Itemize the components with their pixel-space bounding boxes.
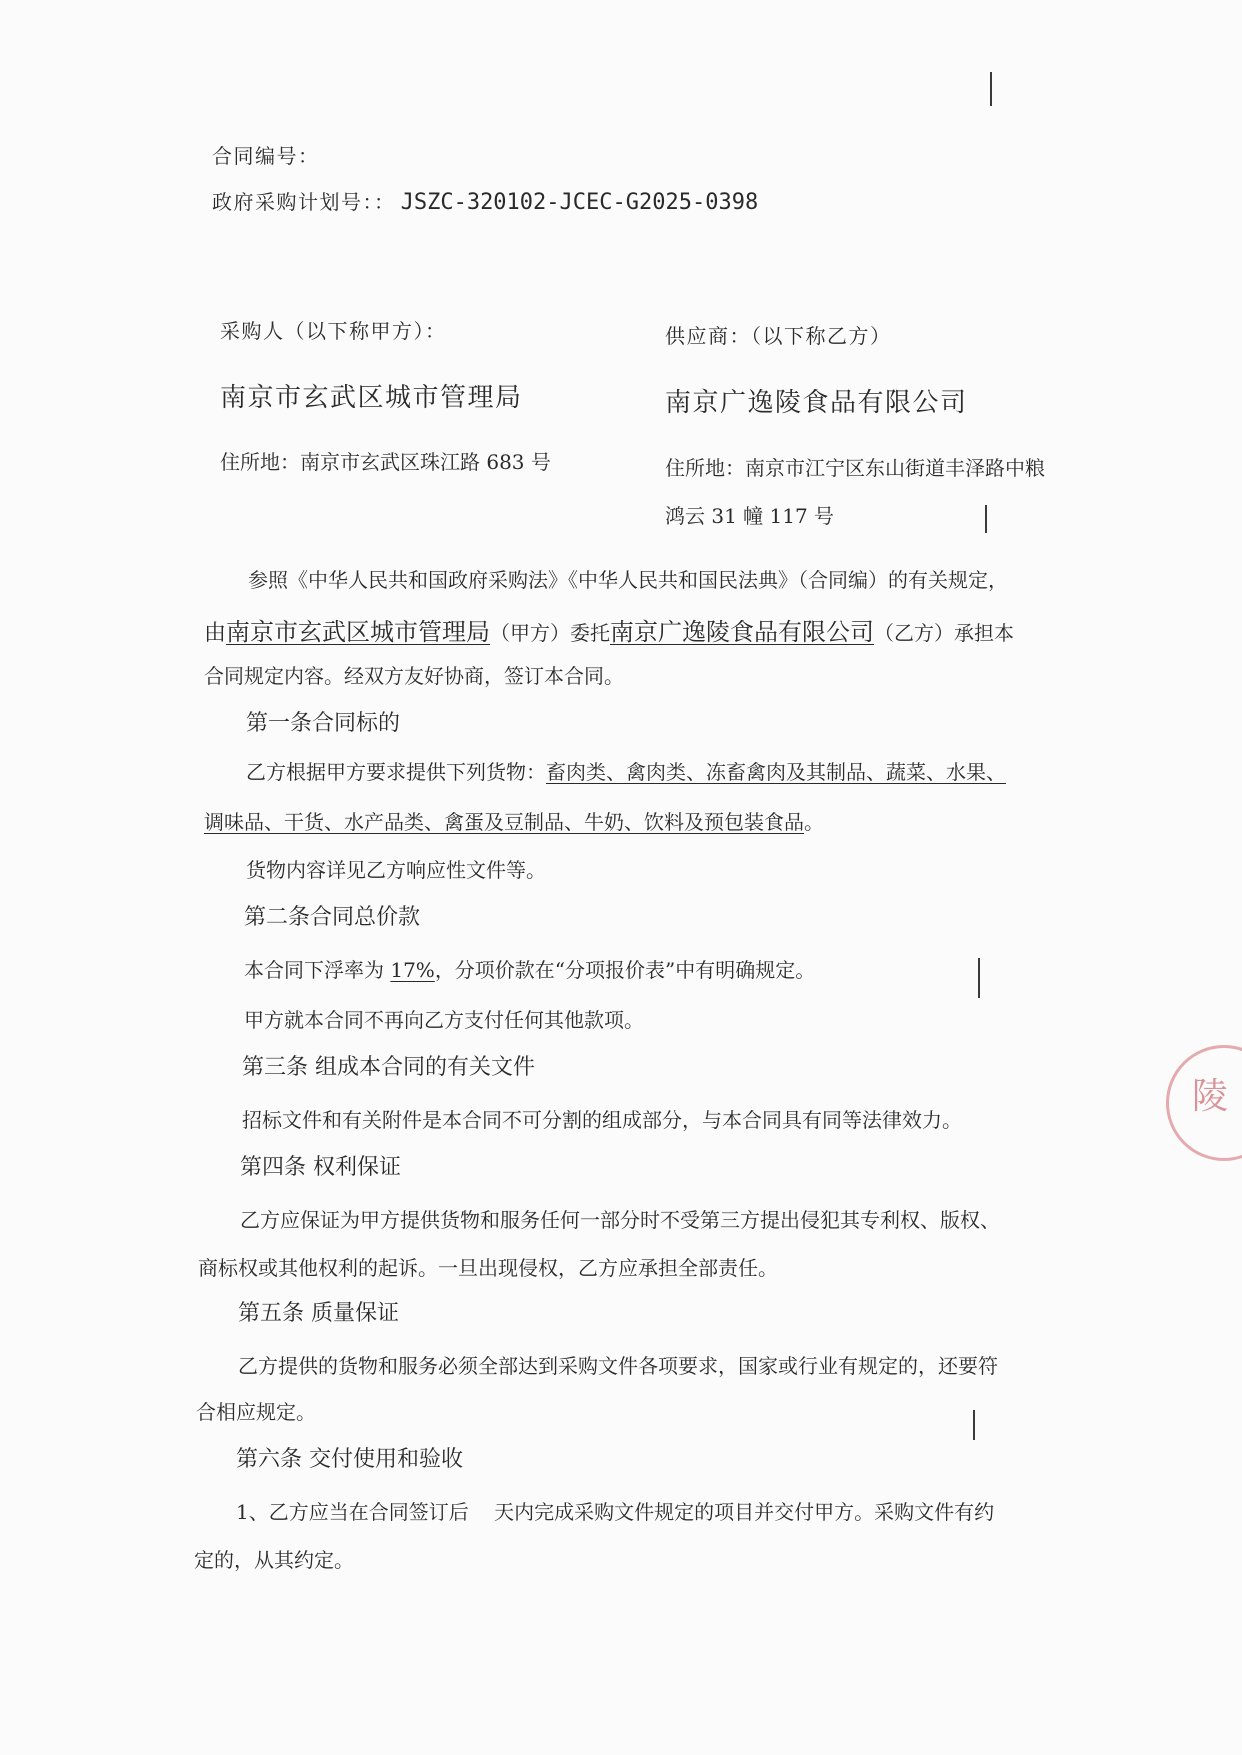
plan-number-row: [212, 186, 758, 215]
article-text: 本合同下浮率为: [244, 958, 391, 982]
article-text: 乙方根据甲方要求提供下列货物：: [246, 760, 546, 784]
seal-fragment: 陵: [1191, 1076, 1228, 1117]
scan-mark: [990, 72, 992, 106]
scan-mark: [978, 958, 980, 998]
article-2-line-2: 甲方就本合同不再向乙方支付任何其他款项。: [244, 1008, 644, 1032]
intro-buyer-name: 南京市玄武区城市管理局: [226, 618, 491, 646]
scan-mark: [973, 1410, 975, 1440]
intro-line-2: [204, 612, 1014, 647]
article-text: 。: [804, 810, 824, 834]
article-5-line-1: 乙方提供的货物和服务必须全部达到采购文件各项要求，国家或行业有规定的，还要符: [238, 1354, 998, 1378]
article-6-line-1: 1、乙方应当在合同签订后 天内完成采购文件规定的项目并交付甲方。采购文件有约: [236, 1500, 995, 1524]
goods-list: 畜肉类、禽肉类、冻畜禽肉及其制品、蔬菜、水果、: [546, 760, 1006, 784]
buyer-name: 南京市玄武区城市管理局: [220, 383, 523, 413]
article-5-heading: 第五条 质量保证: [238, 1301, 399, 1326]
supplier-name: 南京广逸陵食品有限公司: [665, 388, 968, 418]
article-2-line-1: [244, 954, 815, 983]
discount-rate: 17%: [390, 958, 435, 982]
intro-text: （甲方）委托: [490, 621, 611, 645]
article-2-heading: 第二条合同总价款: [244, 905, 421, 930]
article-4-line-1: 乙方应保证为甲方提供货物和服务任何一部分时不受第三方提出侵犯其专利权、版权、: [240, 1208, 1000, 1232]
article-4-line-2: 商标权或其他权利的起诉。一旦出现侵权，乙方应承担全部责任。: [198, 1256, 778, 1280]
article-6-line-2: 定的，从其约定。: [194, 1548, 354, 1572]
article-text: ，分项价款在“分项报价表”中有明确规定。: [434, 958, 816, 982]
supplier-label: 供应商：（以下称乙方）: [665, 324, 892, 348]
plan-number-label: 政府采购计划号：：: [212, 190, 396, 214]
plan-number-value: JSZC-320102-JCEC-G2025-0398: [400, 190, 759, 215]
intro-text: （乙方）承担本: [874, 621, 1015, 645]
contract-number-label: 合同编号：: [212, 144, 320, 168]
article-3-heading: 第三条 组成本合同的有关文件: [242, 1055, 535, 1080]
article-5-line-2: 合相应规定。: [196, 1400, 316, 1424]
article-4-heading: 第四条 权利保证: [240, 1155, 401, 1180]
article-1-line-1: [246, 756, 1006, 785]
supplier-address-line2: 鸿云 31 幢 117 号: [665, 504, 835, 528]
buyer-address: 住所地：南京市玄武区珠江路 683 号: [220, 450, 551, 474]
scan-mark: [985, 505, 987, 533]
intro-text: 由: [204, 621, 227, 646]
article-1-line-2: [204, 806, 824, 835]
article-6-heading: 第六条 交付使用和验收: [236, 1447, 463, 1472]
intro-line-1: 参照《中华人民共和国政府采购法》《中华人民共和国民法典》（合同编）的有关规定，: [248, 568, 1008, 592]
article-3-line-1: 招标文件和有关附件是本合同不可分割的组成部分，与本合同具有同等法律效力。: [242, 1108, 962, 1132]
article-1-line-3: 货物内容详见乙方响应性文件等。: [246, 858, 546, 882]
article-1-heading: 第一条合同标的: [246, 711, 401, 736]
intro-supplier-name: 南京广逸陵食品有限公司: [610, 618, 875, 646]
goods-list: 调味品、干货、水产品类、禽蛋及豆制品、牛奶、饮料及预包装食品: [204, 810, 804, 834]
supplier-address-line1: 住所地：南京市江宁区东山街道丰泽路中粮: [665, 456, 1045, 480]
buyer-label: 采购人（以下称甲方）：: [220, 319, 447, 343]
intro-line-3: 合同规定内容。经双方友好协商，签订本合同。: [204, 664, 624, 688]
